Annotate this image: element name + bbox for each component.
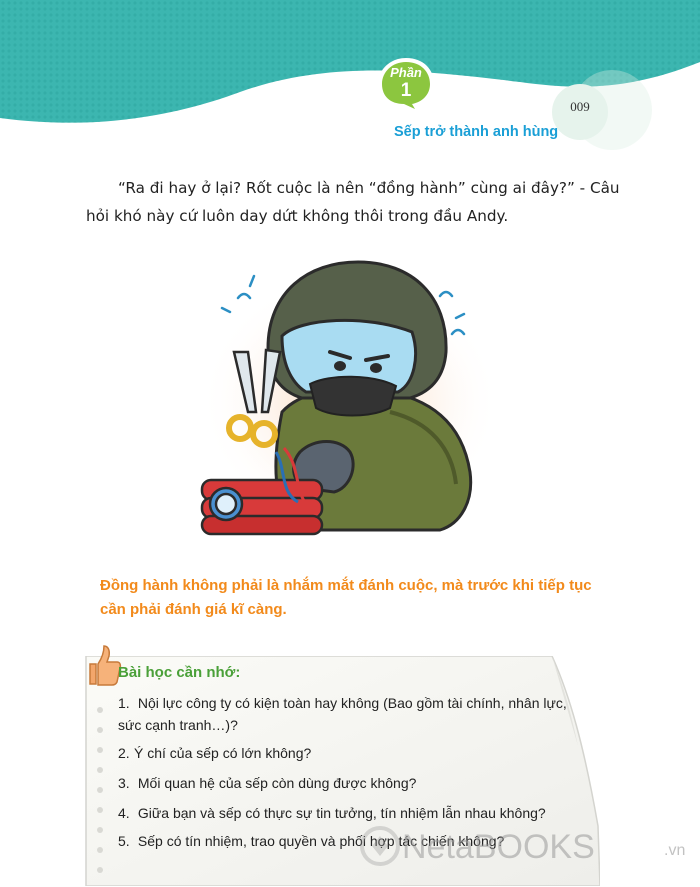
header-wave: [0, 0, 700, 170]
list-item: 3. Mối quan hệ của sếp còn dùng được không?: [118, 775, 417, 791]
intro-paragraph: “Ra đi hay ở lại? Rốt cuộc là nên “đồng hành” cùng ai đây?” - Câu hỏi khó này cứ luôn day dứt không thôi trong đầu Andy.: [86, 179, 620, 225]
part-label: Phần: [390, 65, 422, 80]
watermark-brand: NetaBOOKS: [402, 828, 595, 866]
part-number: 1: [400, 80, 412, 101]
chapter-title: Sếp trở thành anh hùng: [394, 124, 559, 140]
bomb-defuser-illustration: [190, 252, 510, 537]
list-item: 1. Nội lực công ty có kiện toàn hay không (Bao gồm tài chính, nhân lực, sức cạnh tranh…)?: [118, 695, 567, 733]
list-item: 5. Sếp có tín nhiệm, trao quyền và phối hợp tác chiến không?: [118, 833, 505, 849]
key-statement: Đồng hành không phải là nhắm mắt đánh cuộc, mà trước khi tiếp tục cần phải đánh giá kĩ càng.: [100, 577, 592, 618]
list-item: 4. Giữa bạn và sếp có thực sự tin tưởng, tín nhiệm lẫn nhau không?: [118, 805, 546, 821]
lesson-heading: Bài học cần nhớ:: [118, 664, 241, 681]
thumbs-up-icon: [86, 644, 122, 688]
page-number: 009: [570, 99, 590, 114]
watermark-suffix: .vn: [664, 842, 686, 859]
list-item: 2. Ý chí của sếp có lớn không?: [118, 745, 312, 761]
